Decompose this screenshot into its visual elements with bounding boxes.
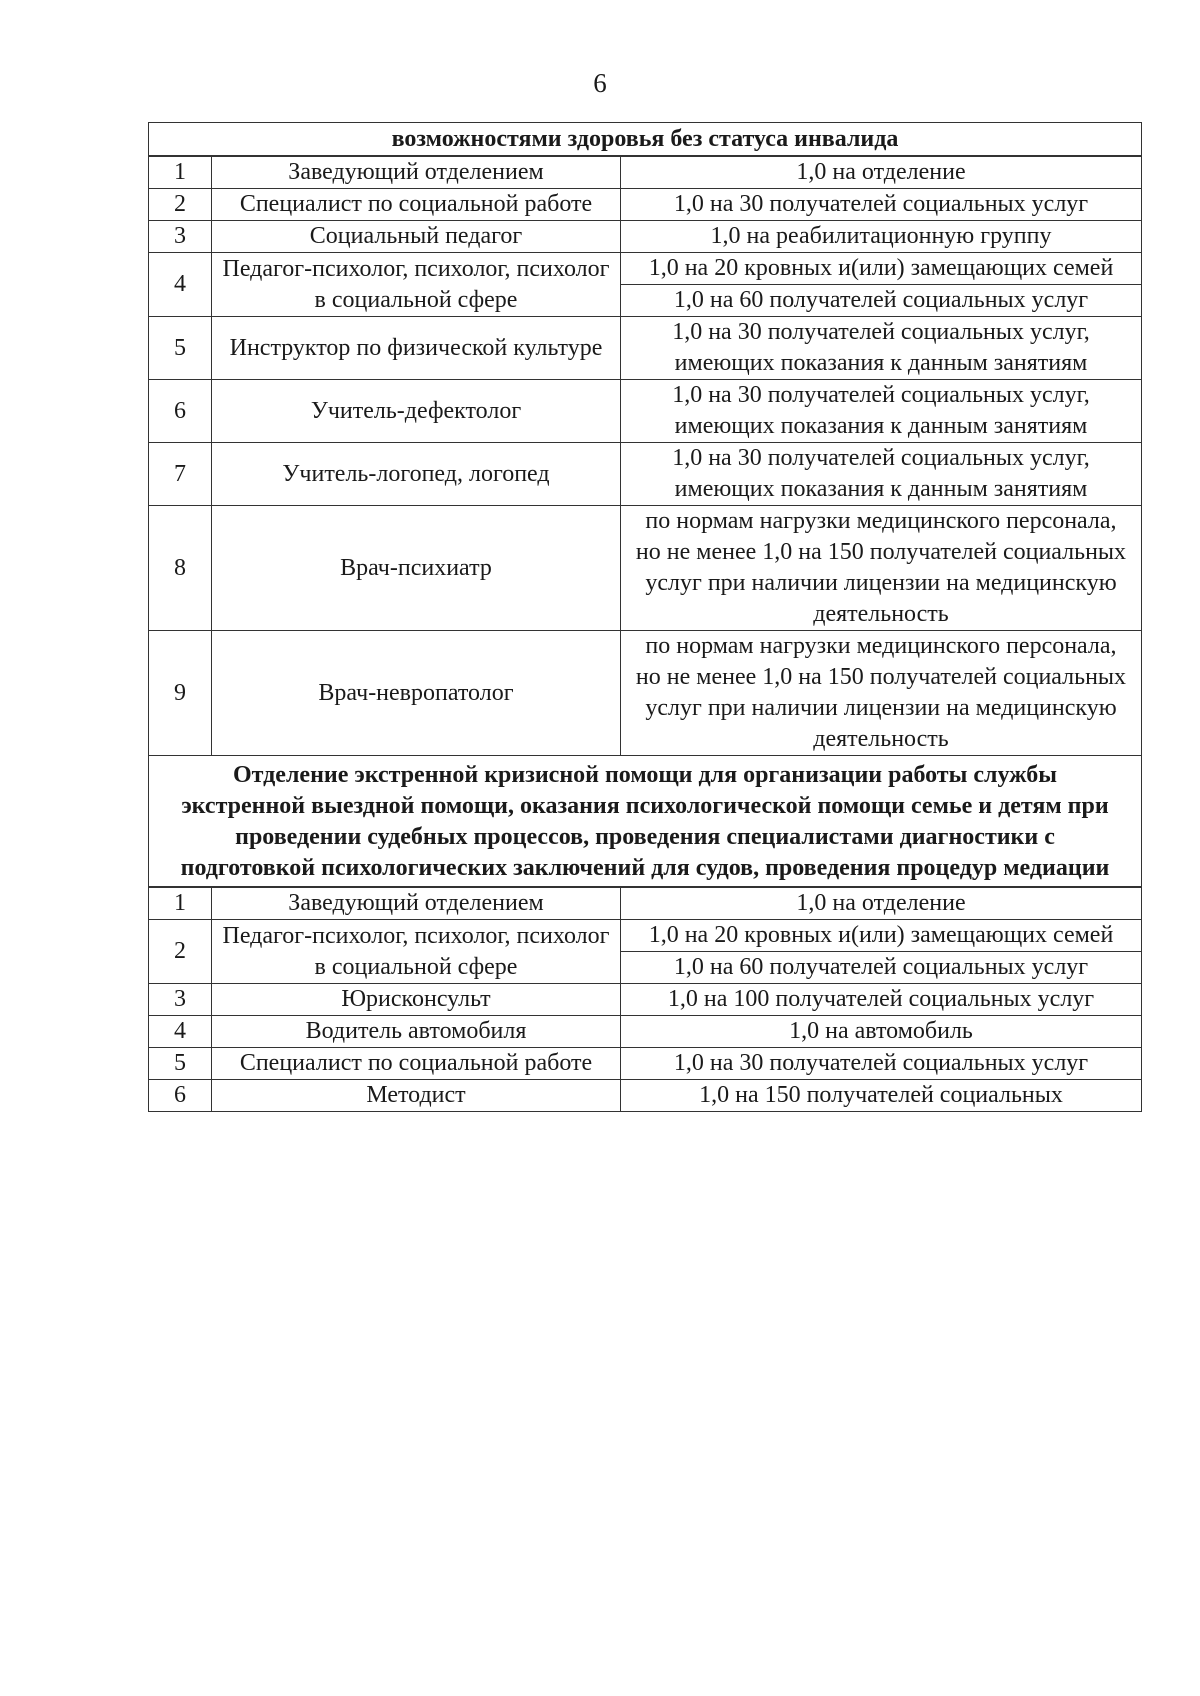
staffing-norm-cell xyxy=(621,888,1142,920)
row-number: 9 xyxy=(149,631,212,756)
row-number: 1 xyxy=(149,157,212,189)
table-row xyxy=(149,506,1142,631)
table-row xyxy=(149,1016,1142,1048)
position-name: Заведующий отделением xyxy=(212,888,621,920)
position-name: Врач-невропатолог xyxy=(212,631,621,756)
table-row xyxy=(149,1080,1142,1112)
staffing-norm: 1,0 на 30 получателей социальных услуг, имеющих показания к данным занятиям xyxy=(672,445,1090,502)
staffing-norm-cell xyxy=(621,317,1142,380)
staffing-norm: 1,0 на 30 получателей социальных услуг xyxy=(673,191,1089,217)
staffing-norm-cell xyxy=(621,443,1142,506)
table-row xyxy=(149,189,1142,221)
staffing-norm: 1,0 на автомобиль xyxy=(789,1018,973,1044)
staffing-norm-cell xyxy=(621,1016,1142,1048)
row-number: 5 xyxy=(149,317,212,380)
staffing-norm: по нормам нагрузки медицинского персонала, но не менее 1,0 на 150 получателей социальных услуг при наличии лицензии на медицинскую деятельность xyxy=(635,633,1127,752)
row-number: 6 xyxy=(149,380,212,443)
staffing-norm: 1,0 на 20 кровных и(или) замещающих семей xyxy=(648,255,1114,281)
position-name: Инструктор по физической культуре xyxy=(212,317,621,380)
position-name: Специалист по социальной работе xyxy=(212,189,621,221)
row-number: 7 xyxy=(149,443,212,506)
table-row xyxy=(149,888,1142,920)
staffing-norm: 1,0 на 60 получателей социальных услуг xyxy=(621,284,1141,316)
staffing-norm-cell xyxy=(621,984,1142,1016)
position-name: Педагог-психолог, психолог, психолог в социальной сфере xyxy=(212,253,621,317)
staffing-norm-cell xyxy=(621,221,1142,253)
row-number: 2 xyxy=(149,189,212,221)
section-1-table xyxy=(148,156,1142,756)
row-number: 3 xyxy=(149,221,212,253)
row-number: 2 xyxy=(149,920,212,984)
table-row xyxy=(149,221,1142,253)
position-name: Врач-психиатр xyxy=(212,506,621,631)
table-row xyxy=(149,253,1142,317)
staffing-norm: 1,0 на 150 получателей социальных xyxy=(699,1082,1063,1108)
position-name: Социальный педагог xyxy=(212,221,621,253)
table-row xyxy=(149,631,1142,756)
staffing-table xyxy=(148,122,1142,1112)
staffing-norm-cell xyxy=(621,506,1142,631)
section-2-header: Отделение экстренной кризисной помощи для организации работы службы экстренной выездной помощи, оказания психологической помощи семье и детям при проведении судебных процессов, проведения специалистами диагностики с подготовкой психологических заключений для судов, проведения процедур медиации xyxy=(148,756,1142,887)
table-row xyxy=(149,157,1142,189)
staffing-norm: 1,0 на 30 получателей социальных услуг, имеющих показания к данным занятиям xyxy=(672,382,1090,439)
position-name: Заведующий отделением xyxy=(212,157,621,189)
row-number: 6 xyxy=(149,1080,212,1112)
row-number: 3 xyxy=(149,984,212,1016)
staffing-norm-cell xyxy=(621,1080,1142,1112)
row-number: 1 xyxy=(149,888,212,920)
staffing-norm: 1,0 на 100 получателей социальных услуг xyxy=(667,986,1095,1012)
table-row xyxy=(149,984,1142,1016)
position-name: Педагог-психолог, психолог, психолог в социальной сфере xyxy=(212,920,621,984)
staffing-norm-cell xyxy=(621,1048,1142,1080)
section-2-table xyxy=(148,887,1142,1112)
position-name: Специалист по социальной работе xyxy=(212,1048,621,1080)
staffing-norm: 1,0 на 30 получателей социальных услуг, имеющих показания к данным занятиям xyxy=(672,319,1090,376)
table-row xyxy=(149,380,1142,443)
staffing-norm: 1,0 на 30 получателей социальных услуг xyxy=(673,1050,1089,1076)
table-row xyxy=(149,1048,1142,1080)
position-name: Учитель-логопед, логопед xyxy=(212,443,621,506)
position-name: Учитель-дефектолог xyxy=(212,380,621,443)
staffing-norm-cell xyxy=(621,631,1142,756)
position-name: Методист xyxy=(212,1080,621,1112)
position-name: Водитель автомобиля xyxy=(212,1016,621,1048)
row-number: 4 xyxy=(149,253,212,317)
row-number: 8 xyxy=(149,506,212,631)
table-row xyxy=(149,317,1142,380)
row-number: 5 xyxy=(149,1048,212,1080)
staffing-norm: 1,0 на отделение xyxy=(796,890,966,916)
staffing-norm: 1,0 на реабилитационную группу xyxy=(710,223,1052,249)
table-row xyxy=(149,920,1142,984)
staffing-norm-cell xyxy=(621,157,1142,189)
staffing-norm: 1,0 на отделение xyxy=(796,159,966,185)
position-name: Юрисконсульт xyxy=(212,984,621,1016)
section-1-header: возможностями здоровья без статуса инвалида xyxy=(148,122,1142,156)
staffing-norm: 1,0 на 60 получателей социальных услуг xyxy=(621,951,1141,983)
row-number: 4 xyxy=(149,1016,212,1048)
staffing-norm-cell xyxy=(621,189,1142,221)
staffing-norm: по нормам нагрузки медицинского персонала, но не менее 1,0 на 150 получателей социальных услуг при наличии лицензии на медицинскую деятельность xyxy=(635,508,1127,627)
table-row xyxy=(149,443,1142,506)
page-number: 6 xyxy=(593,68,607,98)
staffing-norm-cell xyxy=(621,253,1142,317)
staffing-norm-cell xyxy=(621,380,1142,443)
staffing-norm: 1,0 на 20 кровных и(или) замещающих семей xyxy=(648,922,1114,948)
staffing-norm-cell xyxy=(621,920,1142,984)
